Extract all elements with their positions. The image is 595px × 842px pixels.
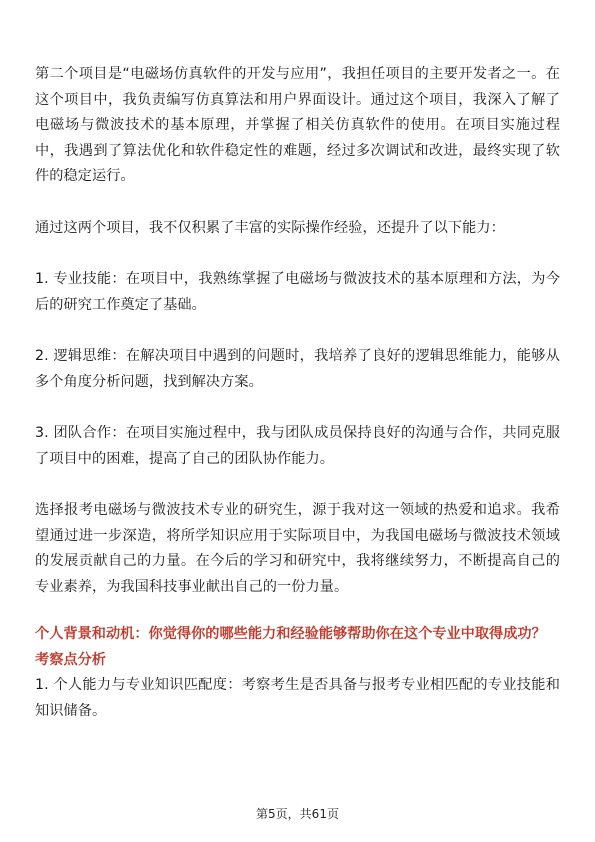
- analysis-heading: 考察点分析: [35, 651, 106, 668]
- page-content: [35, 62, 560, 724]
- paragraph-teamwork: 3. 团队合作：在项目实施过程中，我与团队成员保持良好的沟通与合作，共同克服了项目中的困难，提高了自己的团队协作能力。: [35, 425, 560, 467]
- page-number: 第5页，共61页: [256, 807, 339, 821]
- paragraph-abilities-intro: 通过这两个项目，我不仅积累了丰富的实际操作经验，还提升了以下能力：: [35, 219, 505, 236]
- interview-question: 个人背景和动机：你觉得你的哪些能力和经验能够帮助你在这个专业中取得成功？: [35, 626, 546, 642]
- paragraph-second-project: 第二个项目是“电磁场仿真软件的开发与应用”，我担任项目的主要开发者之一。在这个项目中，我负责编写仿真算法和用户界面设计。通过这个项目，我深入了解了电磁场与微波技术的基本原理，并掌握了相关仿真软件的使用。在项目实施过程中，我遇到了算法优化和软件稳定性的难题，经过多次调试和改进，最终实现了软件的稳定运行。: [35, 66, 560, 184]
- paragraph-logical-thinking: 2. 逻辑思维：在解决项目中遇到的问题时，我培养了良好的逻辑思维能力，能够从多个角度分析问题，找到解决方案。: [35, 348, 560, 390]
- analysis-item-1: 1. 个人能力与专业知识匹配度：考察考生是否具备与报考专业相匹配的专业技能和知识储备。: [35, 677, 560, 719]
- paragraph-motivation: 选择报考电磁场与微波技术专业的研究生，源于我对这一领域的热爱和追求。我希望通过进一步深造，将所学知识应用于实际项目中，为我国电磁场与微波技术领域的发展贡献自己的力量。在今后的学习和研究中，我将继续努力，不断提高自己的专业素养，为我国科技事业献出自己的一份力量。: [35, 502, 560, 595]
- paragraph-professional-skills: 1. 专业技能：在项目中，我熟练掌握了电磁场与微波技术的基本原理和方法，为今后的研究工作奠定了基础。: [35, 271, 560, 313]
